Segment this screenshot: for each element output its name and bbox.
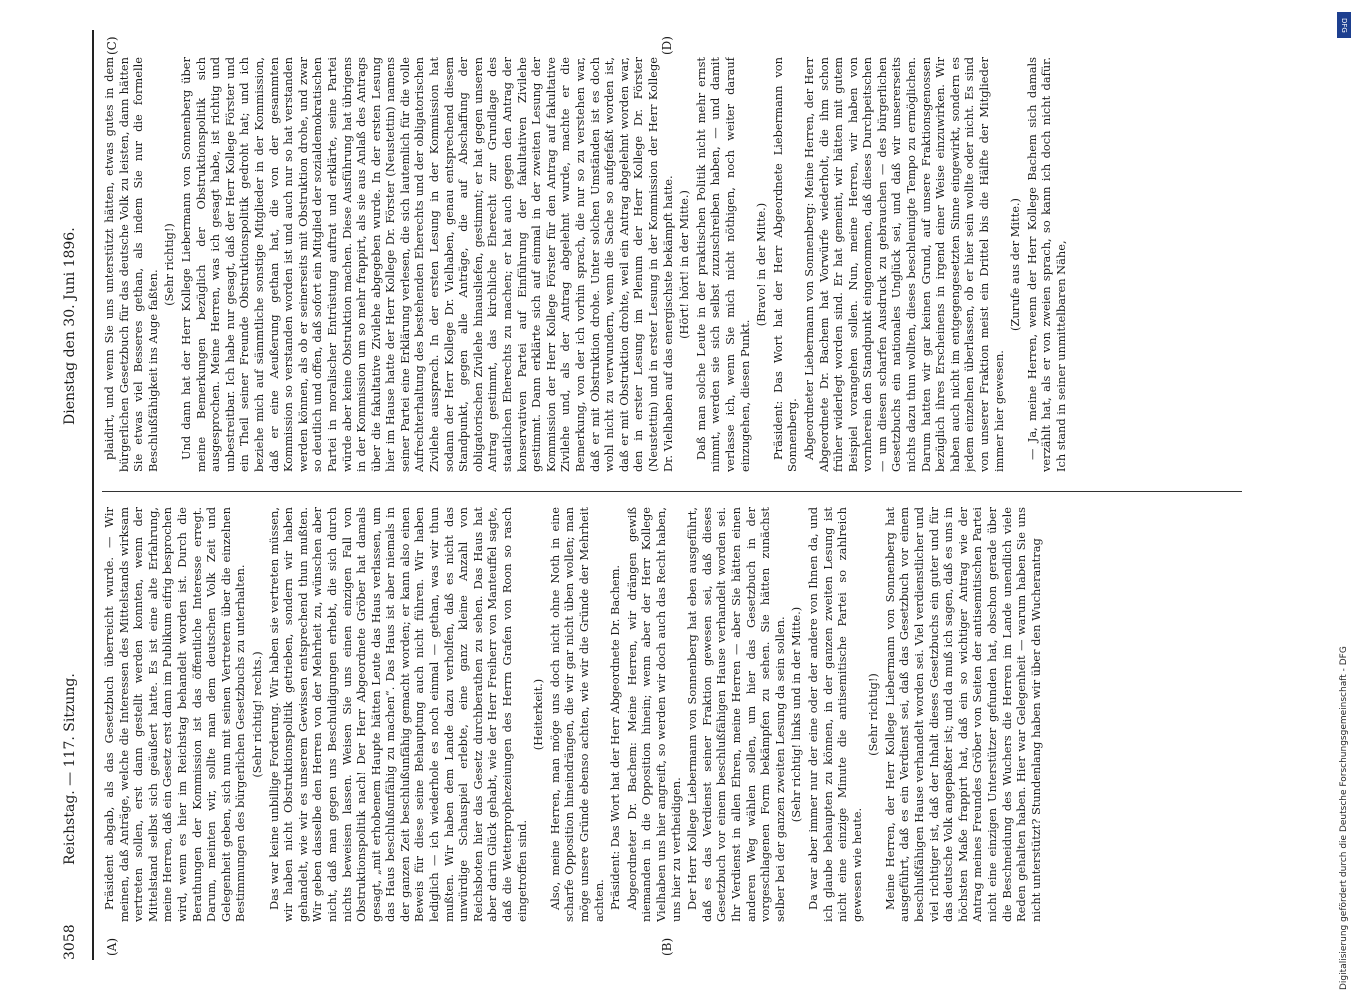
page-header <box>62 30 88 960</box>
header-left-title: Reichstag. — 117. Sitzung. <box>62 673 78 865</box>
paragraph: Und dann hat der Herr Kollege Liebermann von Sonnenberg über meine Bemerkungen bezüglich der Obstruktionspolitik sich ausgesprochen. Meine Herren, was ich gesagt habe, ist richtig und unbestreitbar. Ich habe nur gesagt, daß der Herr Kollege Förster und ein Theil seiner Freunde Obstruktionspolitik gedroht hat; und ich beziehe mich auf sämmtliche sonstige Mitglieder in der Kommission, daß er eine Aeußerung gethan hat, die von der gesammten Kommission so verstanden worden ist und auch nur so hat verstanden werden können, als ob er seinerseits mit Obstruktion drohe, und zwar so deutlich und offen, daß sofort ein Mitglied der sozialdemokratischen Partei in moralischer Entrüstung auftrat und erklärte, seine Partei würde aber keine Obstruktion machen. Diese Ausführung hat übrigens in der Kommission um so mehr frappirt, als sie aus Anlaß des Antrags über die fakultative Zivilehe abgegeben wurde. In der ersten Lesung hier im Hause hatte der Herr Kollege Dr. Förster (Neustettin) namens seiner Partei eine Erklärung verlesen, die sich lautemlich für die volle Aufrechterhaltung des bestehenden Eherechts und der obligatorischen Zivilehe aussprach. In der ersten Lesung in der Kommission hat sodann der Herr Kollege Dr. Vielhaben, genau entsprechend diesem Standpunkt, gegen alle Anträge, die auf Abschaffung der obligatorischen Zivilehe hinausliefen, gestimmt; er hat gegen unseren Antrag gestimmt, das kirchliche Eherecht zur Grundlage des staatlichen Eherechts zu machen; er hat auch gegen den Antrag der konservativen Partei auf Einführung der fakultativen Zivilehe gestimmt. Dann erklärte sich auf einmal in der zweiten Lesung der Kommission der Herr Kollege Förster für den Antrag auf fakultative Zivilehe und, als der Antrag abgelehnt wurde, machte er die Bemerkung, von der ich vorhin sprach, die nur so zu verstehen war, daß er mit Obstruktion drohe. Unter solchen Umständen ist es doch wohl nicht zu verwundern, wenn die Sache so aufgefaßt worden ist, daß er mit Obstruktion drohte, weil ein Antrag abgelehnt worden war, den in erster Lesung im Plenum der Herr Kollege Dr. Förster (Neustettin) und in erster Lesung in der Kommission der Herr Kollege Dr. Vielhaben auf das energischste bekämpft hatte. <box>178 57 675 472</box>
paragraph: Der Herr Kollege Liebermann von Sonnenberg hat eben ausgeführt, daß es das Verdienst seiner Fraktion gewesen sei, daß dieses Gesetzbuch vor einem beschlußfähigen Hause verhandelt worden sei. Ihr Verdienst in allen Ehren, meine Herren — aber Sie hätten einen anderen Weg wählen sollen, um hier das Gesetzbuch in der vorgeschlagenen Form bekämpfen zu sehen. Sie hätten zunächst selber bei der ganzen zweiten Lesung da sein sollen. <box>685 507 787 922</box>
margin-marker-d: (D) <box>660 36 674 55</box>
page-number: 3058 <box>62 924 78 960</box>
paragraph: Da war aber immer nur der eine oder der andere von Ihnen da, und ich glaube behaupten zu können, in der ganzen zweiten Lesung ist nicht eine einzige Minute die antisemitische Partei so zahlreich gewesen wie heute. <box>805 507 864 922</box>
paragraph: Präsident: Das Wort hat der Herr Abgeordnete Dr. Bachem. <box>608 565 623 910</box>
paragraph: (Heiterkeit.) <box>531 678 546 751</box>
column-divider <box>102 491 1242 492</box>
paragraph: Das war keine unbillige Forderung. Wir haben sie vertreten müssen, wir haben nicht Obstruktionspolitik getrieben, sondern wir haben gehandelt, wie wir es unserem Gewissen entsprechend thun mußten. Wir geben dasselbe den Herren von der Mehrheit zu, wünschen aber nicht, daß man gegen uns Beschuldigungen erhebt, die sich durch nichts beweisen lassen. Weisen Sie uns einen einzigen Fall von Obstruktionspolitik nach! Der Herr Abgeordnete Gröber hat damals gesagt, „mit erhobenem Haupte hätten Leute das Haus verlassen, um das Haus beschlußunfähig zu machen“. Das Haus ist aber niemals in der ganzen Zeit beschlußunfähig gemacht worden; er kann also einen Beweis für diese seine Behauptung auch nicht führen. Wir haben lediglich — ich wiederhole es noch einmal — gethan, was wir thun mußten. Wir haben dem Lande dazu verholfen, daß es nicht das unwürdige Schauspiel erlebte, eine ganz kleine Anzahl von Reichsboten hier das Gesetz durchberathen zu sehen. Das Haus hat aber darin Glück gehabt, wie der Herr Freiherr von Manteuffel sagte, daß die Wetterprophezeiungen des Herrn Grafen von Roon so rasch eingetroffen sind. <box>266 507 529 922</box>
header-right-title: Dienstag den 30. Juni 1896. <box>62 227 78 425</box>
paragraph: Präsident abgab, als das Gesetzbuch überreicht wurde. — Wir meinen, daß Anträge, welche die Interessen des Mittelstands wirksam vertreten sollen, erst dann gestellt werden konnten, wenn der Mittelstand selbst sich geäußert hatte. Es ist eine alte Erfahrung, meine Herren, daß ein Gesetz erst dann im Publikum eifrig besprochen wird, wenn es hier im Reichstag behandelt worden ist. Durch die Berathungen der Kommission ist das öffentliche Interesse erregt. Darum, meinten wir, sollte man dem deutschen Volk Zeit und Gelegenheit geben, sich nun mit seinen Vertretern über die einzelnen Bestimmungen des bürgerlichen Gesetzbuchs zu unterhalten. <box>102 507 248 922</box>
paragraph: (Zurufe aus der Mitte.) <box>1008 198 1023 332</box>
paragraph: Meine Herren, der Herr Kollege Liebermann von Sonnenberg hat ausgeführt, daß es ein Verdienst sei, daß das Gesetzbuch vor einem beschlußfähigen Hause verhandelt worden sei. Viel verdienstlicher und viel richtiger ist, daß der Inhalt dieses Gesetzbuchs ein guter und für das deutsche Volk angepaßter ist; und da muß ich sagen, daß es uns in höchsten Maße frappirt hat, daß ein so wichtiger Antrag wie der Antrag meines Freundes Gröber von Seiten der antisemitischen Partei nicht eine einzigen Unterstützer gefunden hat, obschon gerade über die Beschneidung des Wuchers die Herren im Lande unendlich viele Reden gehalten haben. Hier war Gelegenheit — warum haben Sie uns nicht unterstützt? Stundenlang haben wir über den Wucherantrag <box>882 507 1043 922</box>
paragraph: Also, meine Herren, man möge uns doch nicht ohne Noth in eine scharfe Opposition hineindrängen, die wir gar nicht üben wollen; man möge unsere Gründe ebenso achten, wie wir die Gründe der Mehrheit achten. <box>547 507 606 922</box>
paragraph: (Hört! hört! in der Mitte.) <box>677 190 692 339</box>
header-rule <box>92 30 94 960</box>
paragraph: (Sehr richtig! links und in der Mitte.) <box>789 606 804 823</box>
paragraph: Abgeordneter Liebermann von Sonnenberg: Meine Herren, der Herr Abgeordnete Dr. Bachem hat Vorwürfe wiederholt, die ihm schon früher widerlegt worden sind. Er hat gemeint, wir hätten mit gutem Beispiel vorangehen sollen. Nun, meine Herren, wir haben von vornherein den Standpunkt eingenommen, daß dieses Durchpeitschen — um diesen scharfen Ausdruck zu gebrauchen — des bürgerlichen Gesetzbuchs ein nationales Unglück sei, und daß wir unsererseits nichts dazu thun wollten, dieses beschleunigte Tempo zu ermöglichen. Darum hatten wir gar keinen Grund, auf unsere Fraktionsgenossen bezüglich ihres Erscheinens in irgend einer Weise einzuwirken. Wir haben auch nicht im entgegengesetzten Sinne eingewirkt, sondern es jedem einzelnen überlassen, ob er hier sein wollte oder nicht. Es sind von unserer Fraktion meist ein Drittel bis die Hälfte der Mitglieder immer hier gewesen. <box>801 57 1006 472</box>
margin-marker-b: (B) <box>660 937 674 956</box>
paragraph: (Bravo! in der Mitte.) <box>754 202 769 327</box>
left-column <box>102 507 1242 922</box>
paragraph: (Sehr richtig!) <box>866 673 881 756</box>
paragraph: Daß man solche Leute in der praktischen Politik nicht mehr ernst nimmt, werden sie sich selbst zuzuschreiben haben, — und damit verlasse ich, wenn Sie mich nicht nöthigen, noch weiter darauf einzugehen, diesen Punkt. <box>693 57 752 472</box>
paragraph: (Sehr richtig!) <box>162 223 177 306</box>
margin-marker-a: (A) <box>105 937 119 956</box>
paragraph: Präsident: Das Wort hat der Herr Abgeordnete Liebermann von Sonnenberg. <box>770 57 800 472</box>
margin-marker-c: (C) <box>105 36 119 55</box>
paragraph: — Ja, meine Herren, wenn der Herr Kollege Bachem sich damals verzählt hat, als er von zweien sprach, so kann ich doch nicht dafür. Ich stand in seiner unmittelbaren Nähe, <box>1024 57 1068 472</box>
dfg-logo: DFG <box>1337 12 1351 38</box>
right-column <box>102 57 1242 472</box>
paragraph: plaidirt, und wenn Sie uns unterstützt hätten, etwas gutes in dem bürgerlichen Gesetzbuch für das deutsche Volk zu leisten, dann hätten Sie etwas viel Besseres gethan, als indem Sie nur die formelle Beschlußfähigkeit ins Auge faßten. <box>102 57 160 472</box>
paragraph: Abgeordneter Dr. Bachem: Meine Herren, wir drängen gewiß niemanden in die Opposition hinein; wenn aber der Herr Kollege Vielhaben uns hier angreift, so werden wir doch auch das Recht haben, uns hier zu vertheidigen. <box>624 507 683 922</box>
paragraph: (Sehr richtig! rechts.) <box>249 651 264 778</box>
funding-notice: Digitalisierung gefördert durch die Deutsche Forschungsgemeinschaft - DFG <box>1339 646 1349 990</box>
